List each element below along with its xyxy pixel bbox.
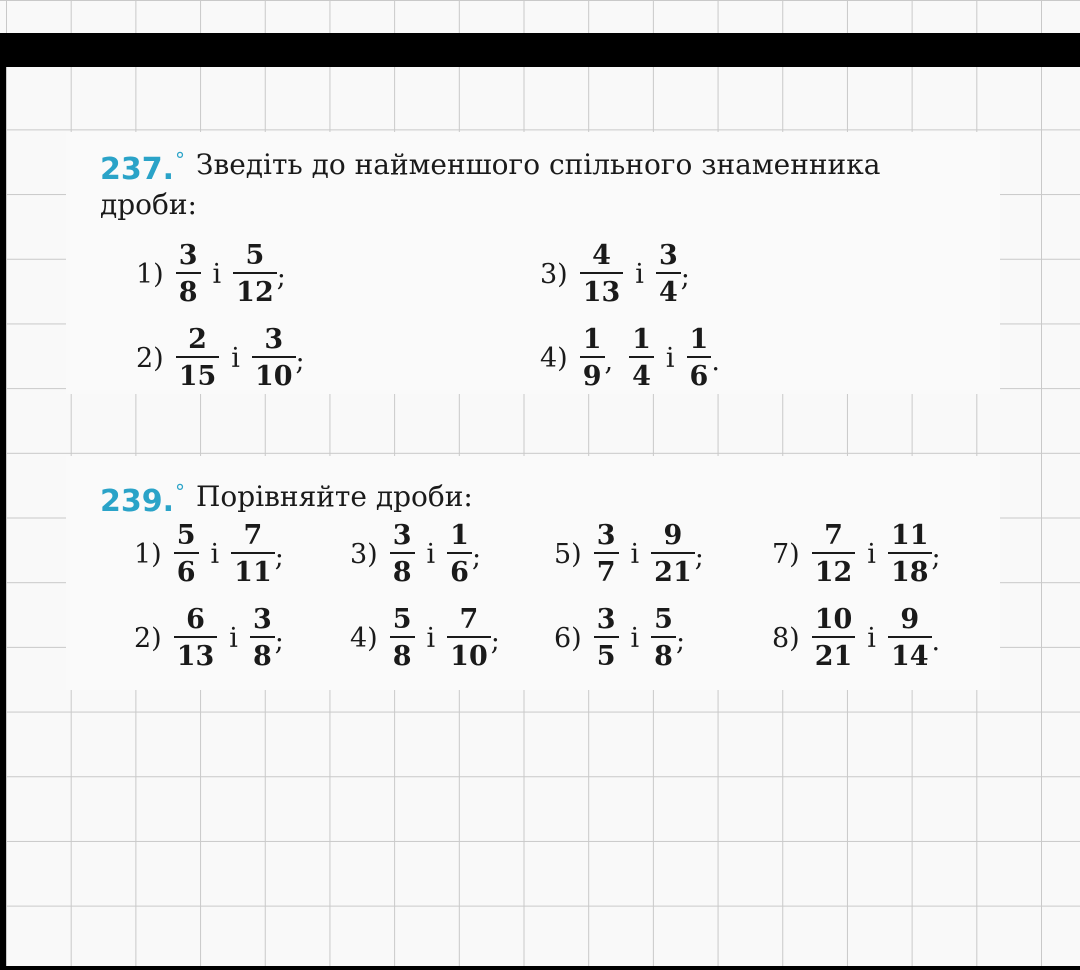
task-text-line-1: Зведіть до найменшого спільного знаменника <box>196 148 881 181</box>
numerator: 7 <box>459 604 479 635</box>
numerator: 6 <box>186 604 205 635</box>
denominator: 18 <box>888 552 932 586</box>
fraction <box>176 242 201 306</box>
exercise-239 <box>66 456 1000 690</box>
denominator: 8 <box>250 636 275 670</box>
numerator: 2 <box>188 324 207 355</box>
punctuation: ; <box>295 345 305 377</box>
denominator: 6 <box>687 356 712 390</box>
numerator: 3 <box>252 604 272 635</box>
denominator: 4 <box>656 272 681 306</box>
conjunction: і <box>635 258 644 290</box>
denominator: 11 <box>231 552 275 586</box>
numerator: 1 <box>582 324 602 355</box>
numerator: 1 <box>450 520 469 551</box>
numerator: 7 <box>824 520 843 551</box>
item-label: 5) <box>554 538 582 570</box>
task-item-4 <box>350 598 500 678</box>
fraction <box>176 326 220 390</box>
numerator: 11 <box>890 520 929 551</box>
punctuation: ; <box>490 625 500 657</box>
numerator: 9 <box>900 604 920 635</box>
denominator: 6 <box>174 552 199 586</box>
denominator: 8 <box>390 636 415 670</box>
task-item-1 <box>134 514 284 594</box>
difficulty-marker: ° <box>175 480 186 504</box>
denominator: 15 <box>176 356 220 390</box>
exercise-number <box>100 148 185 187</box>
numerator: 3 <box>596 520 616 551</box>
item-label: 3) <box>540 258 568 290</box>
punctuation: ; <box>694 541 704 573</box>
fraction <box>812 522 856 586</box>
task-text-line-2: дроби: <box>100 188 197 221</box>
conjunction: і <box>212 258 222 290</box>
denominator: 21 <box>812 636 856 670</box>
fraction <box>252 326 296 390</box>
task-item-6 <box>554 598 685 678</box>
numerator: 3 <box>658 240 678 271</box>
item-label: 3) <box>350 538 378 570</box>
numerator: 5 <box>245 240 265 271</box>
black-left-border <box>0 67 6 970</box>
denominator: 8 <box>390 552 415 586</box>
denominator: 14 <box>888 636 932 670</box>
fraction <box>447 522 472 586</box>
item-label: 6) <box>554 622 582 654</box>
fraction <box>580 242 624 306</box>
task-item-4 <box>540 318 720 398</box>
punctuation: ; <box>276 261 286 293</box>
numerator: 1 <box>689 324 709 355</box>
fraction <box>594 522 619 586</box>
black-bottom-border <box>0 966 1080 970</box>
conjunction: і <box>210 538 220 570</box>
denominator: 5 <box>594 636 619 670</box>
fraction <box>651 606 676 670</box>
fraction <box>390 606 415 670</box>
denominator: 12 <box>233 272 277 306</box>
fraction <box>656 242 681 306</box>
numerator: 5 <box>176 520 196 551</box>
exercise-number-text: 237. <box>100 152 175 187</box>
fraction <box>629 326 654 390</box>
fraction <box>687 326 712 390</box>
punctuation: ; <box>471 541 482 573</box>
denominator: 4 <box>629 356 654 390</box>
numerator: 9 <box>663 520 683 551</box>
difficulty-marker: ° <box>175 148 186 172</box>
task-item-5 <box>554 514 704 594</box>
task-item-8 <box>772 598 940 678</box>
fraction <box>447 606 491 670</box>
fraction <box>651 522 695 586</box>
black-top-border <box>0 33 1080 67</box>
punctuation: ; <box>931 541 941 573</box>
punctuation: . <box>931 625 941 657</box>
conjunction: і <box>426 538 436 570</box>
punctuation: ; <box>680 261 690 293</box>
exercise-number-text: 239. <box>100 484 175 519</box>
denominator: 8 <box>651 636 676 670</box>
denominator: 10 <box>252 356 296 390</box>
conjunction: і <box>426 622 436 654</box>
task-text-line-1: Порівняйте дроби: <box>196 480 473 513</box>
item-label: 7) <box>772 538 800 570</box>
conjunction: і <box>630 538 640 570</box>
task-item-3 <box>350 514 481 594</box>
task-item-3 <box>540 234 690 314</box>
conjunction: і <box>867 538 876 570</box>
fraction <box>580 326 605 390</box>
punctuation: . <box>711 345 720 377</box>
fraction <box>594 606 619 670</box>
numerator: 7 <box>243 520 263 551</box>
numerator: 3 <box>264 324 284 355</box>
punctuation: ; <box>274 541 284 573</box>
exercise-237 <box>66 132 1000 394</box>
item-label: 1) <box>136 258 164 290</box>
numerator: 3 <box>178 240 198 271</box>
task-item-1 <box>136 234 286 314</box>
task-item-7 <box>772 514 941 594</box>
item-label: 2) <box>134 622 162 654</box>
item-label: 8) <box>772 622 800 654</box>
denominator: 7 <box>594 552 619 586</box>
item-label: 2) <box>136 342 164 374</box>
denominator: 9 <box>580 356 605 390</box>
conjunction: і <box>231 342 240 374</box>
denominator: 21 <box>651 552 695 586</box>
item-label: 4) <box>350 622 378 654</box>
denominator: 12 <box>812 552 856 586</box>
numerator: 1 <box>632 324 651 355</box>
numerator: 3 <box>596 604 616 635</box>
item-label: 1) <box>134 538 162 570</box>
conjunction: і <box>665 342 675 374</box>
conjunction: і <box>229 622 238 654</box>
task-item-2 <box>136 318 305 398</box>
fraction <box>888 522 932 586</box>
numerator: 10 <box>814 604 853 635</box>
numerator: 5 <box>392 604 412 635</box>
conjunction: і <box>630 622 640 654</box>
task-item-2 <box>134 598 284 678</box>
fraction <box>174 522 199 586</box>
numerator: 4 <box>592 240 611 271</box>
fraction <box>233 242 277 306</box>
fraction <box>888 606 932 670</box>
numerator: 3 <box>392 520 412 551</box>
numerator: 5 <box>654 604 673 635</box>
item-label: 4) <box>540 342 568 374</box>
fraction <box>231 522 275 586</box>
denominator: 13 <box>580 272 624 306</box>
denominator: 6 <box>447 552 472 586</box>
denominator: 10 <box>447 636 491 670</box>
denominator: 13 <box>174 636 218 670</box>
fraction <box>812 606 856 670</box>
fraction <box>390 522 415 586</box>
denominator: 8 <box>176 272 201 306</box>
fraction <box>174 606 218 670</box>
punctuation: , <box>604 345 614 377</box>
punctuation: ; <box>675 625 686 657</box>
punctuation: ; <box>274 625 284 657</box>
fraction <box>250 606 275 670</box>
conjunction: і <box>867 622 876 654</box>
